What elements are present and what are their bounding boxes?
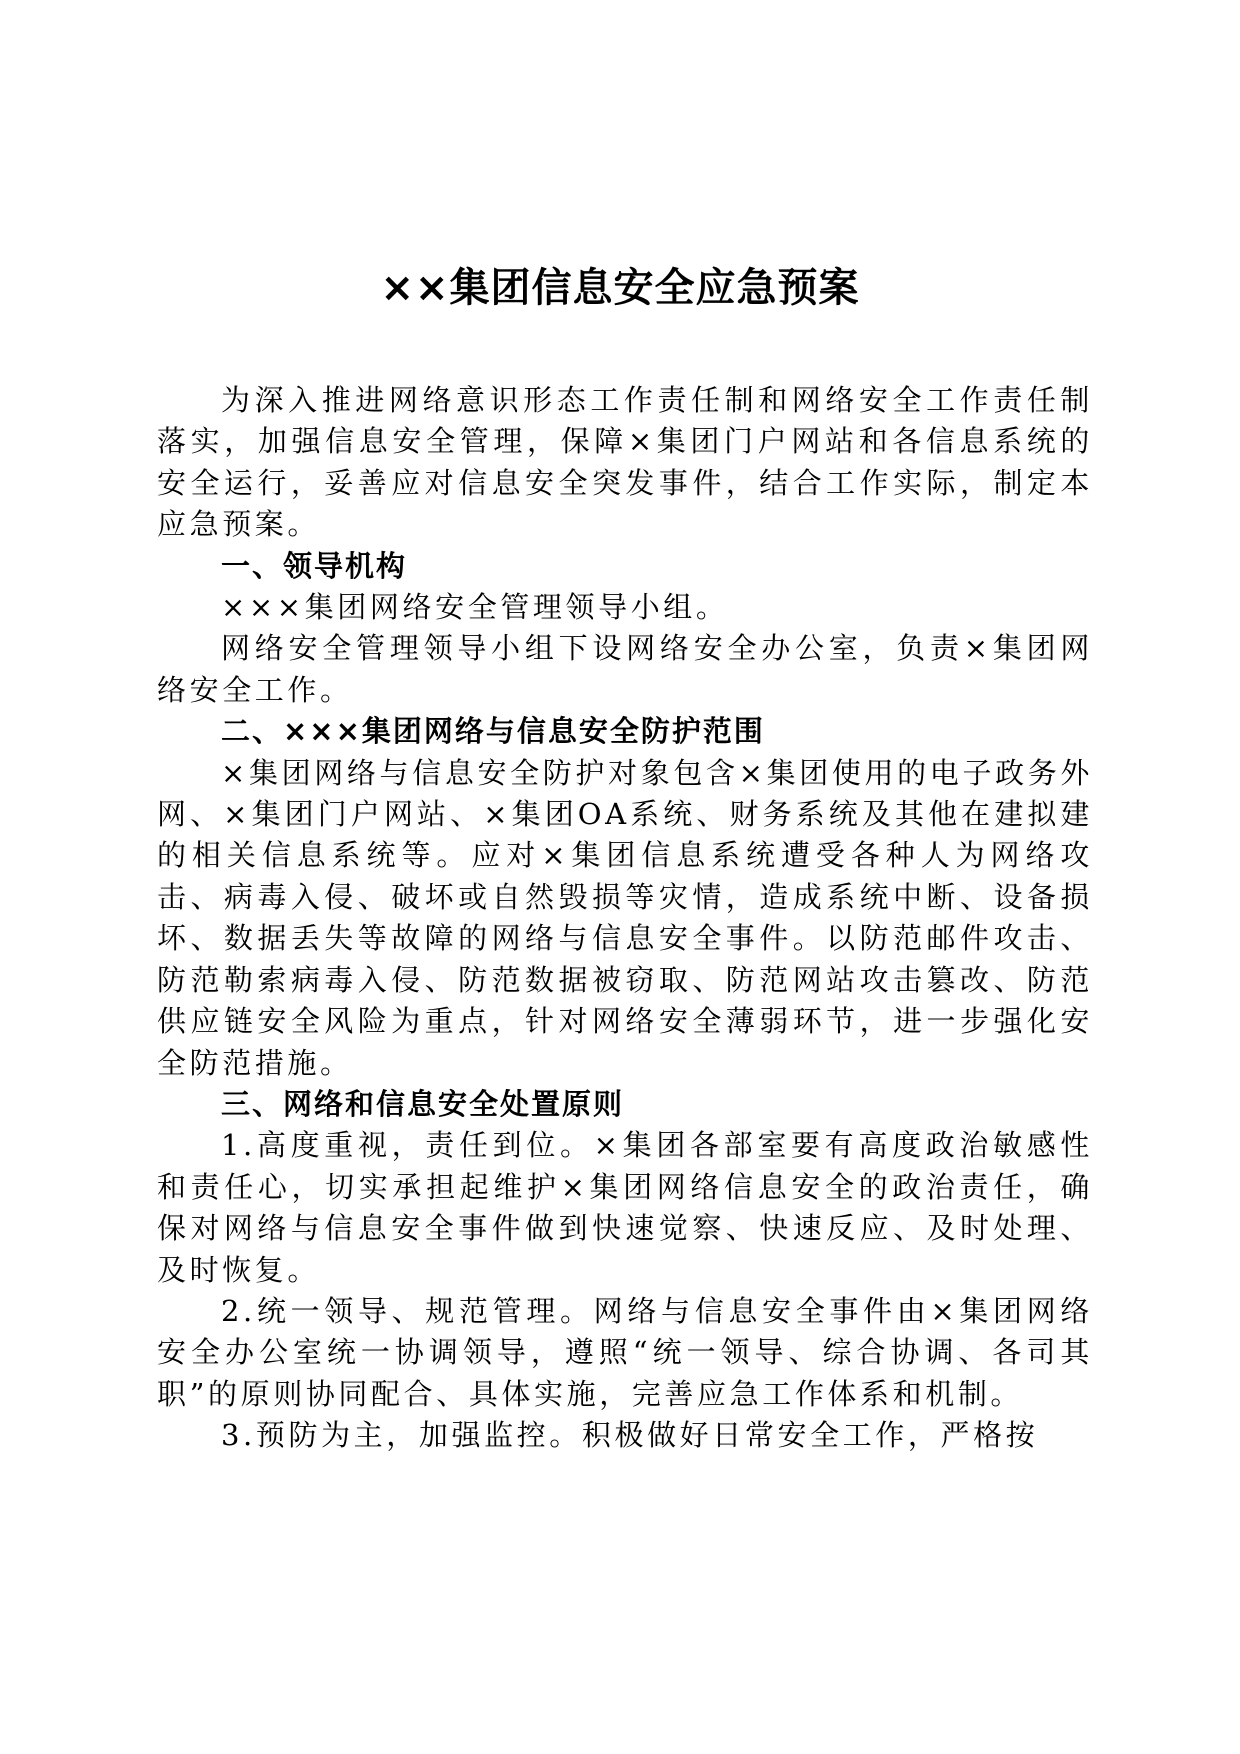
leadership-paragraph-2: 网络安全管理领导小组下设网络安全办公室，负责×集团网络安全工作。: [157, 631, 1093, 707]
leadership-paragraph-1: ×××集团网络安全管理领导小组。: [221, 590, 729, 625]
principle-paragraph-1: 1.高度重视，责任到位。×集团各部室要有高度政治敏感性和责任心，切实承担起维护×集团网络信息安全的政治责任，确保对网络与信息安全事件做到快速觉察、快速反应、及时处理、及时恢复。: [157, 1128, 1093, 1287]
document-title: ××集团信息安全应急预案: [380, 265, 860, 311]
principle-paragraph-3: 3.预防为主，加强监控。积极做好日常安全工作，严格按: [221, 1418, 1039, 1453]
section-heading-protection-scope: 二、×××集团网络与信息安全防护范围: [221, 714, 765, 749]
section-heading-leadership: 一、领导机构: [221, 548, 408, 583]
document-body: [157, 380, 1093, 1457]
protection-scope-paragraph: ×集团网络与信息安全防护对象包含×集团使用的电子政务外网、×集团门户网站、×集团OA系统、财务系统及其他在建拟建的相关信息系统等。应对×集团信息系统遭受各种人为网络攻击、病毒入侵、破坏或自然毁损等灾情，造成系统中断、设备损坏、数据丢失等故障的网络与信息安全事件。以防范邮件攻击、防范勒索病毒入侵、防范数据被窃取、防范网站攻击篡改、防范供应链安全风险为重点，针对网络安全薄弱环节，进一步强化安全防范措施。: [157, 755, 1093, 1080]
principle-paragraph-2: 2.统一领导、规范管理。网络与信息安全事件由×集团网络安全办公室统一协调领导，遵照“统一领导、综合协调、各司其职”的原则协同配合、具体实施，完善应急工作体系和机制。: [157, 1293, 1093, 1411]
section-heading-principles: 三、网络和信息安全处置原则: [221, 1086, 625, 1121]
intro-paragraph: 为深入推进网络意识形态工作责任制和网络安全工作责任制落实，加强信息安全管理，保障×集团门户网站和各信息系统的安全运行，妥善应对信息安全突发事件，结合工作实际，制定本应急预案。: [157, 383, 1093, 542]
